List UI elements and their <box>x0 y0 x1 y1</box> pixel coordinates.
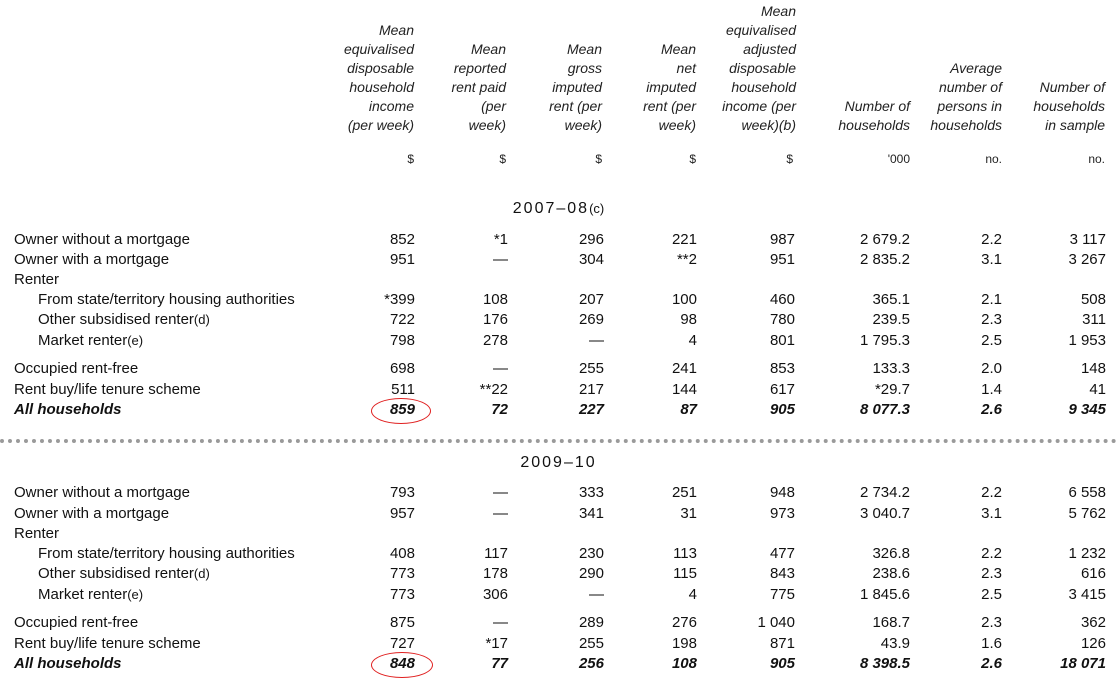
table-cell: 2.5 <box>981 332 1002 349</box>
table-cell: 616 <box>1080 565 1106 582</box>
table-cell: 2.1 <box>981 291 1002 308</box>
row-footnote: (e) <box>127 587 144 602</box>
column-header-mean-net-imputed-rent: Mean net imputed rent (per week) <box>643 41 696 133</box>
unit-label: no. <box>1088 152 1105 166</box>
column-header-average-persons: Average number of persons in households <box>930 60 1002 133</box>
table-cell: 2.3 <box>981 565 1002 582</box>
table-cell: 278 <box>482 332 508 349</box>
table-cell: 168.7 <box>872 614 910 631</box>
table-cell: 115 <box>673 565 697 582</box>
table-cell: 43.9 <box>880 635 910 652</box>
table-cell: 311 <box>1082 311 1106 328</box>
table-row <box>0 654 1117 674</box>
table-cell: 326.8 <box>872 545 910 562</box>
table-cell: 198 <box>671 635 697 652</box>
table-cell: — <box>589 332 604 349</box>
table-cell: 290 <box>578 565 604 582</box>
row-label-text: Other subsidised renter <box>38 565 194 582</box>
table-cell: 178 <box>482 565 508 582</box>
unit-label: $ <box>499 152 506 166</box>
table-cell: 801 <box>769 332 795 349</box>
table-cell: 987 <box>769 231 795 248</box>
period-label: 2009–10 <box>520 454 597 471</box>
table-cell: 341 <box>578 505 604 522</box>
table-row <box>0 380 1117 400</box>
table-row <box>0 483 1117 503</box>
table-cell: 773 <box>389 565 415 582</box>
table-cell: 798 <box>389 332 415 349</box>
table-cell: 144 <box>671 381 697 398</box>
table-cell: 241 <box>671 360 697 377</box>
table-cell: 133.3 <box>872 360 910 377</box>
table-row <box>0 270 1117 290</box>
table-row <box>0 331 1117 351</box>
table-cell: **22 <box>479 381 508 398</box>
table-cell: 117 <box>484 545 508 562</box>
table-row <box>0 564 1117 584</box>
table-cell: 126 <box>1080 635 1106 652</box>
table-cell: 2.5 <box>981 586 1002 603</box>
table-cell: 951 <box>389 251 415 268</box>
row-label: Occupied rent-free <box>14 614 139 631</box>
table-cell: 108 <box>671 655 697 672</box>
table-row <box>0 359 1117 379</box>
table-cell: 780 <box>769 311 795 328</box>
column-header-mean-equivalised-adjusted-income: Mean equivalised adjusted disposable household income (per week)(b) <box>722 3 796 133</box>
table-cell: 3 117 <box>1069 231 1106 248</box>
table-row <box>0 400 1117 420</box>
table-cell: — <box>493 251 508 268</box>
table-cell: *17 <box>485 635 508 652</box>
table-cell: 176 <box>482 311 508 328</box>
row-label: Rent buy/life tenure scheme <box>14 635 201 652</box>
column-header-mean-equivalised-disposable-income: Mean equivalised disposable household income (per week) <box>343 22 414 133</box>
table-cell: 251 <box>671 484 697 501</box>
table-cell: 77 <box>491 655 508 672</box>
table-cell: 41 <box>1089 381 1106 398</box>
row-footnote: (d) <box>193 566 210 581</box>
row-label-text: Other subsidised renter <box>38 311 194 328</box>
table-cell: — <box>589 586 604 603</box>
table-cell: 2 679.2 <box>859 231 910 248</box>
table-cell: 6 558 <box>1068 484 1106 501</box>
row-label: Occupied rent-free <box>14 360 139 377</box>
row-label: From state/territory housing authorities <box>38 545 295 562</box>
table-cell: 148 <box>1080 360 1106 377</box>
table-cell: 1.4 <box>981 381 1002 398</box>
table-cell: 1 232 <box>1068 545 1106 562</box>
table-cell: 775 <box>769 586 795 603</box>
table-cell: 957 <box>389 505 415 522</box>
table-cell: 460 <box>769 291 795 308</box>
table-row <box>0 613 1117 633</box>
table-row <box>0 585 1117 605</box>
table-cell: 108 <box>482 291 508 308</box>
table-cell: 875 <box>389 614 415 631</box>
table-cell: 727 <box>389 635 415 652</box>
row-label: Owner without a mortgage <box>14 231 190 248</box>
table-cell: — <box>493 360 508 377</box>
table-cell: 333 <box>578 484 604 501</box>
table-cell: 2.3 <box>981 614 1002 631</box>
table-row <box>0 250 1117 270</box>
table-cell: 859 <box>389 401 415 418</box>
table-cell: 1 953 <box>1068 332 1106 349</box>
table-cell: 843 <box>769 565 795 582</box>
table-cell: 98 <box>680 311 697 328</box>
table-cell: 87 <box>680 401 697 418</box>
table-cell: 848 <box>389 655 415 672</box>
table-cell: 3.1 <box>981 251 1002 268</box>
table-cell: 362 <box>1080 614 1106 631</box>
table-cell: 72 <box>491 401 508 418</box>
period-heading <box>0 454 1117 472</box>
table-cell: 3 040.7 <box>859 505 910 522</box>
table-cell: *29.7 <box>874 381 910 398</box>
table-cell: 852 <box>389 231 415 248</box>
table-cell: 8 398.5 <box>859 655 910 672</box>
table-cell: 973 <box>769 505 795 522</box>
table-cell: 773 <box>389 586 415 603</box>
table-cell: 256 <box>578 655 604 672</box>
row-label: Owner with a mortgage <box>14 505 170 522</box>
table-row <box>0 524 1117 544</box>
table-cell: 905 <box>769 401 795 418</box>
table-cell: 1 795.3 <box>859 332 910 349</box>
period-label: 2007–08 <box>512 200 590 217</box>
table-cell: 9 345 <box>1068 401 1106 418</box>
table-row <box>0 310 1117 330</box>
unit-label: $ <box>407 152 414 166</box>
row-footnote: (d) <box>193 312 210 327</box>
table-row <box>0 504 1117 524</box>
table-cell: 306 <box>482 586 508 603</box>
row-label-text: Market renter <box>38 332 128 349</box>
column-header-mean-gross-imputed-rent: Mean gross imputed rent (per week) <box>549 41 602 133</box>
table-cell: 239.5 <box>872 311 910 328</box>
table-cell: *1 <box>493 231 508 248</box>
row-label <box>38 331 143 351</box>
row-label-text: Market renter <box>38 586 128 603</box>
row-label <box>38 564 210 584</box>
table-cell: 207 <box>578 291 604 308</box>
table-cell: — <box>493 484 508 501</box>
period-heading <box>0 200 1117 218</box>
table-cell: 221 <box>671 231 697 248</box>
table-cell: 3.1 <box>981 505 1002 522</box>
unit-label: $ <box>595 152 602 166</box>
table-cell: 269 <box>578 311 604 328</box>
table-cell: 230 <box>578 545 604 562</box>
table-cell: 1.6 <box>981 635 1002 652</box>
table-cell: 2.3 <box>981 311 1002 328</box>
table-cell: 477 <box>769 545 795 562</box>
unit-label: $ <box>786 152 793 166</box>
table-cell: 304 <box>578 251 604 268</box>
table-cell: 617 <box>769 381 795 398</box>
table-row <box>0 634 1117 654</box>
table-cell: 853 <box>769 360 795 377</box>
table-cell: 722 <box>389 311 415 328</box>
row-label: All households <box>14 401 122 418</box>
table-cell: 3 415 <box>1068 586 1106 603</box>
highlight-circle <box>371 398 431 424</box>
table-cell: 255 <box>578 635 604 652</box>
table-cell: 951 <box>769 251 795 268</box>
table-row <box>0 230 1117 250</box>
table-cell: 2.0 <box>981 360 1002 377</box>
column-header-mean-reported-rent: Mean reported rent paid (per week) <box>451 41 506 133</box>
row-label: Renter <box>14 525 60 542</box>
row-label: All households <box>14 655 122 672</box>
unit-label: '000 <box>887 152 910 166</box>
table-cell: — <box>493 505 508 522</box>
table-cell: *399 <box>384 291 415 308</box>
column-header-number-of-households: Number of households <box>838 98 910 133</box>
table-cell: 227 <box>578 401 604 418</box>
unit-label: $ <box>689 152 696 166</box>
table-cell: 511 <box>391 381 415 398</box>
row-label: Owner without a mortgage <box>14 484 190 501</box>
row-label <box>38 585 143 605</box>
table-cell: 365.1 <box>872 291 910 308</box>
table-cell: 508 <box>1080 291 1106 308</box>
table-cell: 698 <box>389 360 415 377</box>
row-label: Renter <box>14 271 60 288</box>
highlight-circle <box>371 652 433 678</box>
table-cell: 2.2 <box>981 231 1002 248</box>
table-cell: 2.6 <box>981 655 1002 672</box>
table-cell: 255 <box>578 360 604 377</box>
table-cell: 793 <box>389 484 415 501</box>
row-label: Rent buy/life tenure scheme <box>14 381 201 398</box>
table-cell: 100 <box>671 291 697 308</box>
table-row <box>0 544 1117 564</box>
table-cell: 31 <box>680 505 697 522</box>
table-cell: **2 <box>676 251 697 268</box>
table-cell: 18 071 <box>1060 655 1106 672</box>
table-cell: 2.6 <box>981 401 1002 418</box>
table-cell: 948 <box>769 484 795 501</box>
table-cell: 217 <box>578 381 604 398</box>
table-cell: 1 040 <box>757 614 795 631</box>
table-cell: 289 <box>578 614 604 631</box>
table-cell: 276 <box>671 614 697 631</box>
table-cell: 296 <box>578 231 604 248</box>
dotted-separator <box>0 439 1117 443</box>
period-note: (c) <box>589 201 605 216</box>
row-label: Owner with a mortgage <box>14 251 170 268</box>
column-header-households-in-sample: Number of households in sample <box>1033 79 1105 133</box>
table-cell: 5 762 <box>1068 505 1106 522</box>
table-cell: 871 <box>769 635 795 652</box>
table-cell: 238.6 <box>872 565 910 582</box>
table-cell: 2.2 <box>981 545 1002 562</box>
table-cell: — <box>493 614 508 631</box>
table-cell: 2 734.2 <box>859 484 910 501</box>
row-label <box>38 310 210 330</box>
table-cell: 4 <box>688 586 697 603</box>
row-label: From state/territory housing authorities <box>38 291 295 308</box>
table-cell: 2 835.2 <box>859 251 910 268</box>
row-footnote: (e) <box>127 333 144 348</box>
table-row <box>0 290 1117 310</box>
table-cell: 4 <box>688 332 697 349</box>
unit-label: no. <box>985 152 1002 166</box>
table-cell: 2.2 <box>981 484 1002 501</box>
table-cell: 408 <box>389 545 415 562</box>
table-cell: 8 077.3 <box>859 401 910 418</box>
table-cell: 905 <box>769 655 795 672</box>
table-cell: 3 267 <box>1068 251 1106 268</box>
table-cell: 1 845.6 <box>859 586 910 603</box>
table-cell: 113 <box>673 545 697 562</box>
